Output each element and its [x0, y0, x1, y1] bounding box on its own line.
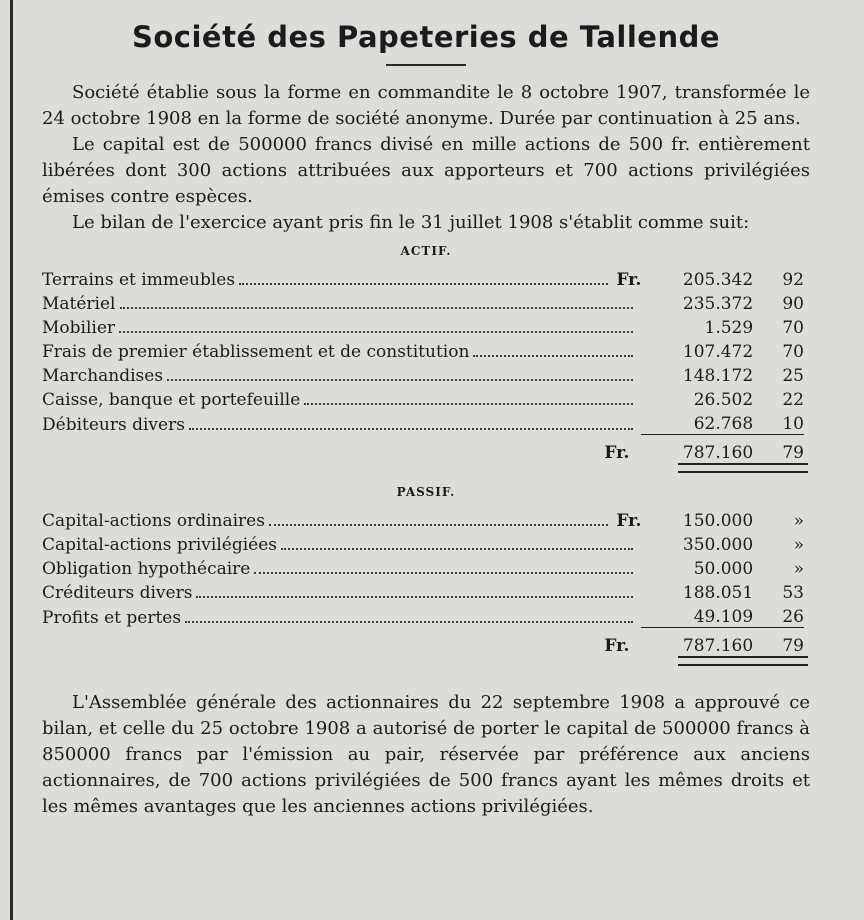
dot-leader — [167, 379, 633, 381]
dot-leader — [189, 428, 633, 430]
passif-total-double-rule — [42, 656, 810, 664]
dot-leader — [254, 572, 633, 574]
actif-row-label: Débiteurs divers — [42, 414, 185, 435]
passif-row-cents: » — [793, 535, 804, 555]
dot-leader — [269, 524, 608, 526]
actif-row-label-cell — [42, 266, 641, 290]
actif-row-label-cell — [42, 362, 641, 386]
intro-paragraph: Société établie sous la forme en commandite le 8 octobre 1907, transformée le 24 octobre 1908 en la forme de société anonyme. Durée par continuation à 25 ans. — [42, 82, 810, 129]
passif-row-label-cell — [42, 579, 641, 603]
actif-row-label-cell — [42, 338, 641, 362]
passif-total-amount: 787.160 — [641, 628, 753, 657]
passif-total-row — [42, 628, 804, 657]
actif-row-amount: 62.768 — [693, 414, 754, 434]
passif-row — [42, 579, 804, 603]
passif-row-cents: » — [793, 511, 804, 531]
passif-row-amount: 350.000 — [682, 535, 754, 555]
actif-row — [42, 410, 804, 435]
actif-row-amount: 107.472 — [682, 342, 754, 362]
actif-row-amount: 205.342 — [682, 270, 754, 290]
actif-row-amount: 148.172 — [682, 366, 754, 386]
actif-row — [42, 338, 804, 362]
actif-row — [42, 362, 804, 386]
passif-row-label: Obligation hypothécaire — [42, 559, 251, 579]
document-title: Société des Papeteries de Tallende — [131, 20, 721, 54]
left-margin-rule — [10, 0, 13, 920]
document-page — [42, 14, 810, 820]
passif-row — [42, 603, 804, 628]
actif-row-amount: 1.529 — [704, 318, 754, 338]
passif-row-cents: 26 — [782, 607, 804, 627]
actif-total-currency: Fr. — [604, 443, 630, 463]
actif-row-label: Caisse, banque et portefeuille — [42, 390, 301, 410]
actif-row — [42, 386, 804, 410]
actif-row — [42, 290, 804, 314]
passif-row-label: Profits et pertes — [42, 607, 182, 628]
passif-row-label: Créditeurs divers — [42, 583, 193, 603]
passif-total-currency: Fr. — [604, 636, 630, 656]
actif-row-label-cell — [42, 386, 641, 410]
actif-total-double-rule — [42, 463, 810, 471]
passif-heading: PASSIF. — [396, 485, 456, 499]
passif-row-amount: 150.000 — [682, 511, 754, 531]
actif-row-cents: 25 — [782, 366, 804, 386]
passif-row-label-cell — [42, 531, 641, 555]
actif-row-cents: 90 — [782, 294, 804, 314]
dot-leader — [239, 283, 608, 285]
actif-row-amount: 26.502 — [693, 390, 754, 410]
passif-row-cents: » — [793, 559, 804, 579]
passif-row — [42, 507, 804, 531]
actif-row-currency: Fr. — [616, 270, 642, 290]
passif-row-label-cell — [42, 603, 641, 628]
passif-row — [42, 555, 804, 579]
dot-leader — [281, 548, 633, 550]
passif-table — [42, 507, 804, 656]
passif-row-amount: 50.000 — [693, 559, 754, 579]
bilan-paragraph: Le bilan de l'exercice ayant pris fin le 31 juillet 1908 s'établit comme suit: — [72, 212, 750, 233]
passif-row — [42, 531, 804, 555]
passif-row-currency: Fr. — [616, 511, 642, 531]
actif-total-cents: 79 — [753, 435, 804, 464]
actif-row-cents: 22 — [782, 390, 804, 410]
actif-row-cents: 10 — [782, 414, 804, 434]
title-divider — [386, 64, 466, 66]
actif-row-label: Matériel — [42, 294, 116, 314]
passif-row-amount: 49.109 — [693, 607, 754, 627]
actif-row-amount: 235.372 — [682, 294, 754, 314]
actif-heading: ACTIF. — [400, 244, 452, 258]
actif-row-label-cell — [42, 314, 641, 338]
actif-row-label: Terrains et immeubles — [42, 270, 236, 290]
actif-row-label: Frais de premier établissement et de constitution — [42, 342, 470, 362]
actif-total-amount: 787.160 — [641, 435, 753, 464]
actif-row-label: Marchandises — [42, 366, 164, 386]
passif-row-amount: 188.051 — [682, 583, 754, 603]
dot-leader — [196, 596, 633, 598]
actif-total-row — [42, 435, 804, 464]
actif-row-label: Mobilier — [42, 318, 116, 338]
passif-row-label: Capital-actions ordinaires — [42, 511, 265, 531]
actif-row — [42, 266, 804, 290]
passif-row-label-cell — [42, 555, 641, 579]
dot-leader — [304, 403, 633, 405]
passif-row-cents: 53 — [782, 583, 804, 603]
dot-leader — [185, 621, 633, 623]
passif-total-cents: 79 — [753, 628, 804, 657]
actif-row-cents: 70 — [782, 342, 804, 362]
actif-row — [42, 314, 804, 338]
actif-table — [42, 266, 804, 463]
actif-row-label-cell — [42, 290, 641, 314]
dot-leader — [120, 307, 634, 309]
closing-paragraph: L'Assemblée générale des actionnaires du 22 septembre 1908 a approuvé ce bilan, et celle du 25 octobre 1908 a autorisé de porter le capital de 500000 francs à 850000 francs par l'émission au pair, réservée par préférence aux anciens actionnaires, de 700 actions privilégiées de 500 francs ayant les mêmes droits et les mêmes avantages que les anciennes actions privilégiées. — [42, 692, 810, 817]
passif-row-label-cell — [42, 507, 641, 531]
dot-leader — [119, 331, 633, 333]
passif-row-label: Capital-actions privilégiées — [42, 535, 277, 555]
capital-paragraph: Le capital est de 500000 francs divisé en mille actions de 500 fr. entièrement libérées dont 300 actions attribuées aux apporteurs et 700 actions privilégiées émises contre espèces. — [42, 134, 810, 207]
actif-row-label-cell — [42, 410, 641, 435]
actif-row-cents: 92 — [782, 270, 804, 290]
actif-row-cents: 70 — [782, 318, 804, 338]
dot-leader — [473, 355, 633, 357]
